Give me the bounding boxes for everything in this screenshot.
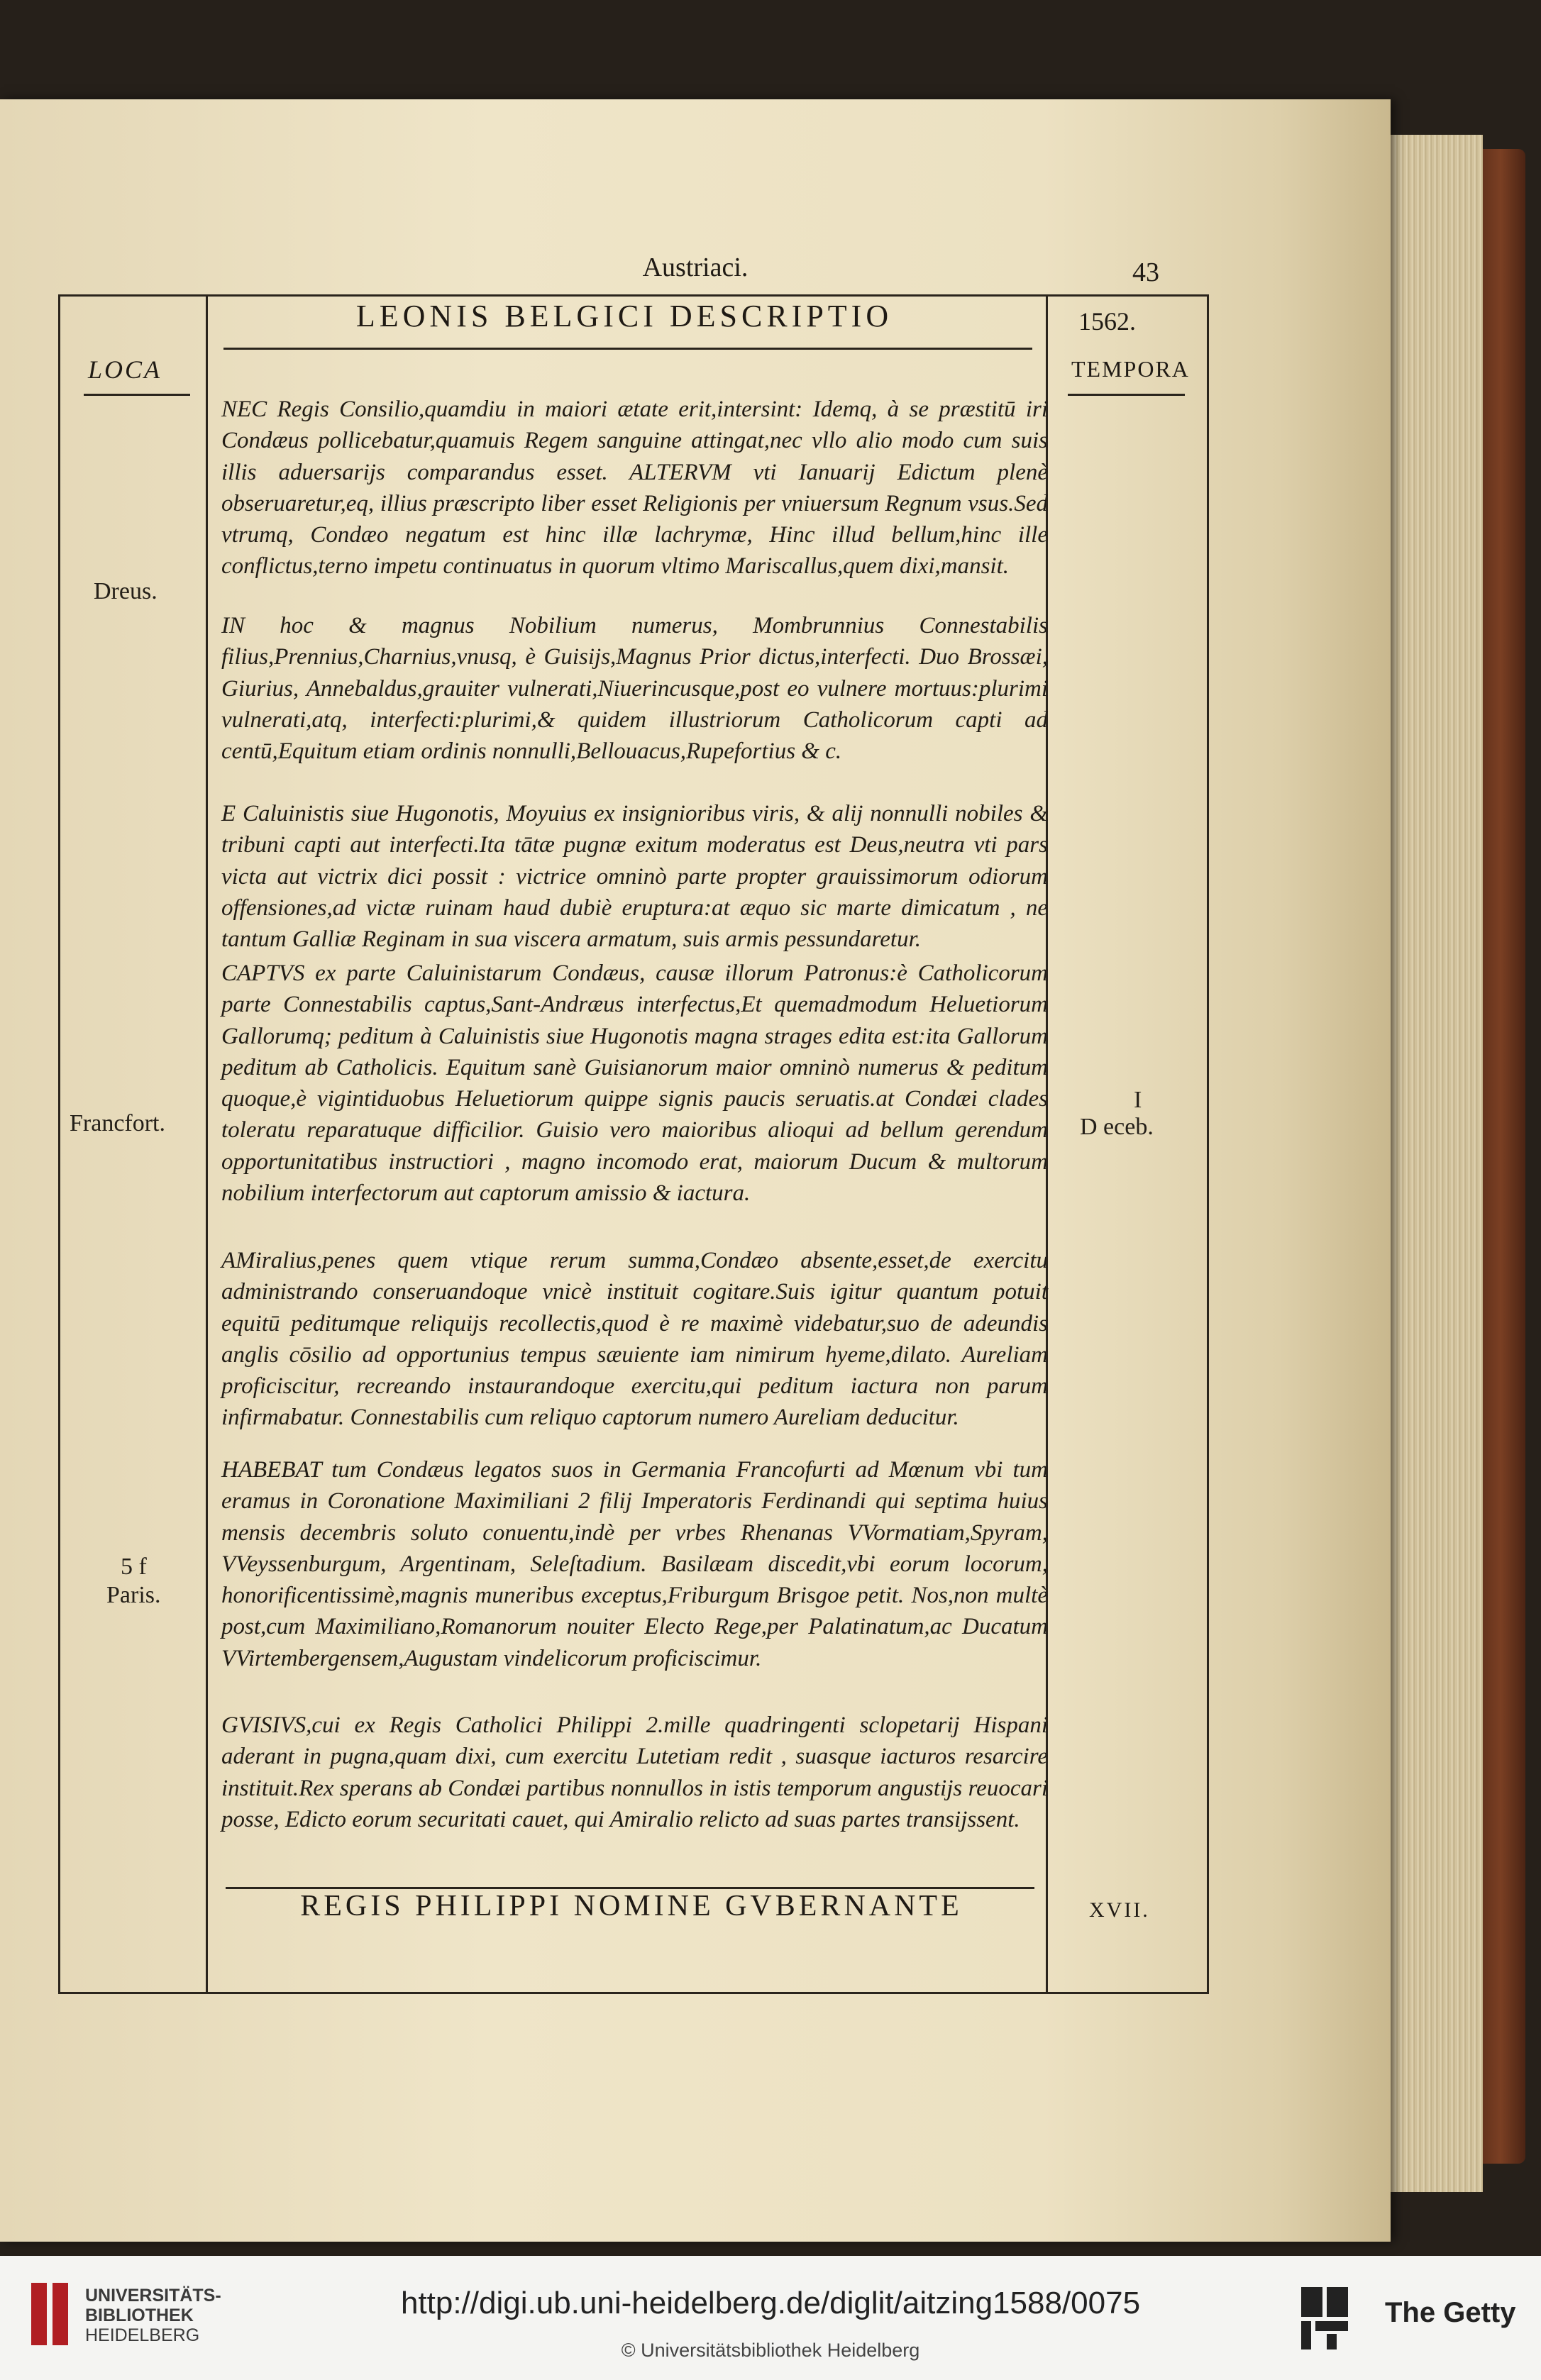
- margin-date-month: D eceb.: [1080, 1114, 1154, 1140]
- permalink-url[interactable]: http://digi.ub.uni-heidelberg.de/diglit/aitzing1588/0075: [400, 2286, 1141, 2320]
- library-name-line1: UNIVERSITÄTS-: [85, 2286, 221, 2306]
- paragraph-nec-regis: NEC Regis Consilio,quamdiu in maiori ætate erit,intersint: Idemq, à se præstitū iri Condæus pollicebatur,quamuis Regem sanguine attingat,nec vllo alio modo cum suis illis aduersarijs comparandus esset. ALTERVM vti Ianuarij Edictum plenè obseruaretur,eq, illius præscripto liber esset Religionis per vniuersum Regnum vsus.Sed vtrumq, Condæo negatum est hinc illæ lachrymæ, Hinc illud bellum,hinc ille conflictus,terno impetu continuatus in quorum vltimo Mariscallus,quem dixi,mansit.: [221, 397, 1048, 580]
- getty-logo-icon: [1298, 2284, 1351, 2352]
- margin-date-day: I: [1134, 1087, 1142, 1113]
- library-name-line2: BIBLIOTHEK: [85, 2306, 194, 2325]
- margin-note-francfort: Francfort.: [70, 1110, 166, 1136]
- getty-name: The Getty: [1385, 2297, 1516, 2328]
- running-head: Austriaci.: [642, 253, 749, 282]
- tempora-underline: [1068, 394, 1185, 396]
- loca-underline: [84, 394, 190, 396]
- page-number: 43: [1132, 258, 1159, 287]
- paragraph-amiralius: AMiralius,penes quem vtique rerum summa,Condæo absente,esset,de exercitu administrando conseruandoque vnicè instituit cogitare.Suis igitur quantum potuit equitū peditumque reliquijs recollectis,quod è re maximè videbatur,suo de adeundis anglis cōsilio ad opportunius tempus sæuiente iam nimirum hyeme,dilato. Aureliam proficiscitur, recreando instaurandoque exercitu,qui peditum iactura non parum infirmabatur. Connestabilis cum reliquo captorum numero Aureliam deducitur.: [221, 1248, 1048, 1431]
- page-edges: [1376, 135, 1483, 2192]
- footer-number: XVII.: [1089, 1898, 1150, 1922]
- margin-note-paris: Paris.: [106, 1582, 161, 1608]
- library-name-line3: HEIDELBERG: [85, 2325, 200, 2345]
- title-underline: [223, 348, 1032, 350]
- loca-header: LOCA: [88, 355, 162, 384]
- paragraph-caluinistis: E Caluinistis siue Hugonotis, Moyuius ex insignioribus viris, & alij nonnulli nobiles & tribuni capti aut interfecti.Ita tātæ pugnæ exitum moderatus est Deus,neutra vti pars victa aut victrix dici possit : victrice omninò parte propter grauissimorum odiorum offensiones,ad victæ ruinam haud dubiè eruptura:at æquo sic marte dimicatum , ne tantum Galliæ Reginam in sua viscera armatum, suis armis pessundaretur.: [221, 801, 1048, 953]
- year-label: 1562.: [1078, 307, 1136, 336]
- paragraph-captvs: CAPTVS ex parte Caluinistarum Condæus, causæ illorum Patronus:è Catholicorum parte Connestabilis captus,Sant-Andræus interfectus,Et quemadmodum Heluetiorum Gallorumq; peditum à Caluinistis siue Hugonotis magna strages edita est:ita Gallorum peditum ab Catholicis. Equitum sanè Guisianorum maior omninò numerus & peditum quoque,è vigintiduobus Heluetiorum quippe signis paucis seruatis.at Condæi clades toleratu reparatuque difficilior. Guisio vero maioribus alioqui ad bellum gerendum opportunitatibus instructiori , magno incomodo erat, maiorum Ducum & multorum nobilium interfectorum aut captorum amissio & iactura.: [221, 961, 1048, 1207]
- page-title: LEONIS BELGICI DESCRIPTIO: [355, 299, 893, 333]
- attribution-bar: [0, 2256, 1541, 2380]
- left-column-rule: [206, 294, 208, 1993]
- paragraph-habebat: HABEBAT tum Condæus legatos suos in Germania Francofurti ad Mœnum vbi tum eramus in Coronatione Maximiliani 2 filij Imperatoris Ferdinandi qui septima huius mensis decembris soluto conuentu,indè per vrbes Rhenanas VVormatiam,Spyram, VVeyssenburgum, Argentinam, Seleſtadium. Basilæam discedit,vbi eorum locorum, honorificentissimè,magnis muneribus exceptus,Friburgum Brisgoe petit. Nos,non multè post,cum Maximiliano,Romanorum nouiter Electo Rege,per Palatinatum,ac Ducatum VVirtembergensem,Augustam vindelicorum proficiscimur.: [221, 1457, 1048, 1671]
- footer-title: REGIS PHILIPPI NOMINE GVBERNANTE: [300, 1890, 963, 1922]
- tempora-header: TEMPORA: [1071, 356, 1190, 382]
- margin-note-number: 5 f: [121, 1554, 147, 1580]
- paragraph-in-hoc: IN hoc & magnus Nobilium numerus, Mombrunnius Connestabilis filius,Prennius,Charnius,vnusq, è Guisijs,Magnus Prior dictus,interfecti. Duo Brossæi, Giurius, Annebaldus,grauiter vulnerati,Niuerincusque,post eo vulnere mortuus:plurimi vulnerati,atq, interfecti:plurimi,& quidem illustriorum Catholicorum capti ad centū,Equitum etiam ordinis nonnulli,Bellouacus,Rupefortius & c.: [221, 613, 1048, 765]
- book-cover-edge: [1476, 149, 1525, 2164]
- paragraph-gvisivs: GVISIVS,cui ex Regis Catholici Philippi 2.mille quadringenti sclopetarij Hispani aderant in pugna,quam dixi, cum exercitu Lutetiam redit , suasque iacturos resarcire instituit.Rex sperans ab Condæi partibus nonnullos in istis temporum angustijs reuocari posse, Edicto eorum securitati cauet, qui Amiralio relicto ad suas partes transijssent.: [221, 1712, 1048, 1832]
- margin-note-dreus: Dreus.: [94, 578, 158, 604]
- copyright-notice: © Universitätsbibliothek Heidelberg: [621, 2340, 920, 2361]
